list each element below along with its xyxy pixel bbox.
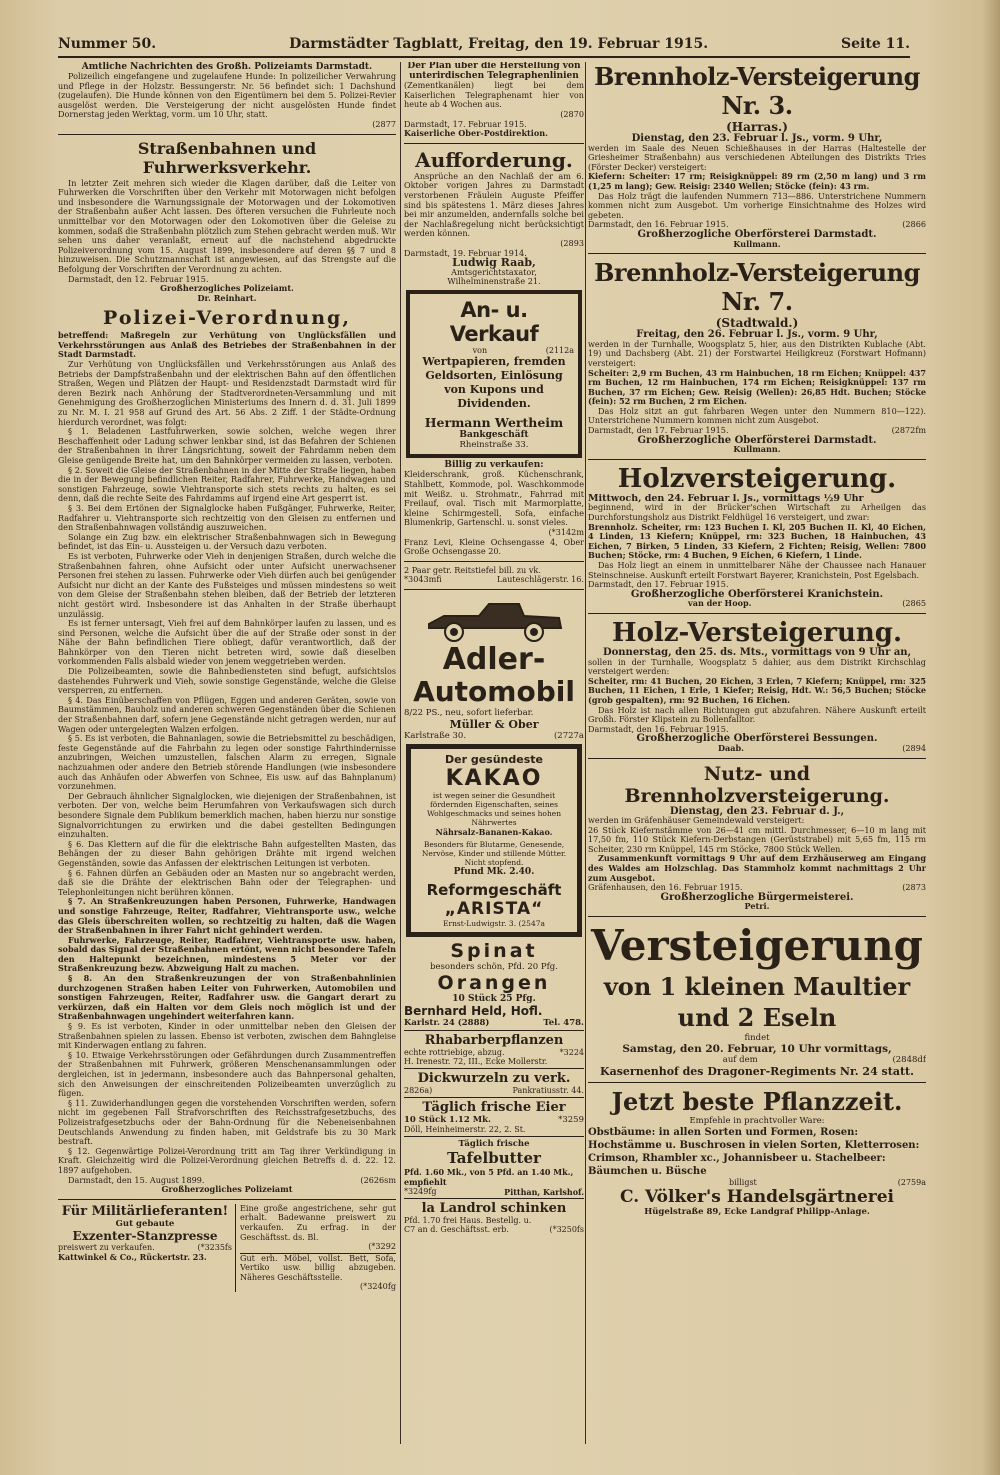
divider xyxy=(58,134,396,135)
divider xyxy=(404,1198,584,1199)
hv-body: Mittwoch, den 24. Februar l. Js., vormittags ½9 Uhr beginnend, wird in der Brücker'schen Wirtschaft zu Arheilgen das Durchforstungsholz aus Distrikt Feldhügel 16 versteigert, und zwar: Brennholz. Scheiter, rm: 123 Buchen I. Kl, 205 Buchen II. Kl, 40 Eichen, 4 Linden, 13 Kiefern; Knüppel, rm: 323 Buchen, 18 Hainbuchen, 43 Eichen, 7 Birken, 5 Linden, 33 Kiefern, 2 Fichten; Reisig, Wellen: 7800 Buchen; Stöcke, rm: 4 Buchen, 9 Eichen, 6 Kiefern, 1 Linde. Das Holz liegt an einem in unmittelbarer Nähe der Chaussee nach Hanauer Steinschneise. Auskunft erteilt Forstwart Bayerer, Kranichstein, Post Egelsbach. Darmstadt, den 17. Februar 1915. Großherzogliche Oberförsterei Kranichstein. van der Hoop. (2865 xyxy=(588,492,926,609)
issue-number: Nummer 50. xyxy=(58,36,157,52)
nb-body: Dienstag, den 23. Februar d. J., werden im Gräfenhäuser Gemeindewald versteigert: 26 Stück Kiefernstämme von 26—41 cm mittl. Durchmesser, 6—10 m lang mit 17,50 fm, 110 Stück Kiefern-Derbstangen (Gerüststrabel) mit 5,65 fm, 115 rm Scheiter, 230 rm Knüppel, 145 rm Stöcke, 7800 Stück Wellen. Zusammenkunft vormittags 9 Uhr auf dem Erzhäuserweg am Eingang des Waldes am Holzschlag. Das Stammholz kommt nachmittags 2 Uhr zum Ausgebot. Gräfenhausen, den 16. Februar 1915. (2873 Großherzogliche Bürgermeisterei. Petri. xyxy=(588,805,926,912)
divider xyxy=(404,561,584,562)
verordnung-title: Polizei-Verordnung, xyxy=(103,307,351,330)
divider xyxy=(588,459,926,460)
plan-notice: Der Plan über die Herstellung von unterirdischen Telegraphenlinien (Zementkanälen) liegt bei dem Kaiserlichen Telegraphenamt hier von heute ab 4 Wochen aus. (2870 Darmstadt, 17. Februar 1915. Kaiserliche Ober-Postdirektion. xyxy=(404,62,584,139)
divider xyxy=(588,758,926,759)
b3-title: Brennholz-Versteigerung Nr. 3. xyxy=(594,62,920,120)
notice-body: Polizeilich eingefangene und zugelaufene Hunde: In polizeilicher Verwahrung und Pflege in der Holzstr. Bessungerstr. Nr. 56 befindet sich: 1 Dachshund (zugelaufen). Die Hunde können von den Eigentümern bei dem 5. Polizei-Revier ausgelöst werden. Die Versteigerung der nicht ausgelösten Hunde findet Dornerstag jeden Werktag, vorm. um 10 Uhr, statt. (2877 xyxy=(58,71,396,129)
mil-ad: Für Militärlieferanten! Gut gebaute Exzenter-Stanzpresse preiswert zu verkaufen. (*3235fs Kattwinkel & Co., Rückertstr. 23. xyxy=(58,1204,236,1292)
automobile-icon xyxy=(419,594,569,644)
verkauf-ad: An- u. Verkauf von (2112a Wertpapieren, fremden Geldsorten, Einlösung von Kupons und Dividenden. Hermann Wertheim Bankgeschäft Rheinstraße 33. xyxy=(406,290,582,458)
hv-title: Holzversteigerung. xyxy=(617,463,897,494)
divider xyxy=(404,589,584,590)
pf-title: Jetzt beste Pflanzzeit. xyxy=(611,1087,903,1117)
divider xyxy=(58,1199,396,1200)
column-rule xyxy=(400,62,401,1444)
side-ads: Eine große angestrichene, sehr gut erhalt. Badewanne preiswert zu verkaufen. Zu erfrag. in der Geschäftsst. ds. Bl. (*3292 Gut erh. Möbel, vollst. Bett, Sofa, Vertiko usw. billig abzugeben. Näheres Geschäftsstelle. (*3240fg xyxy=(240,1202,396,1292)
adler-ad: Adler- Automobil 8/22 PS., neu, sofort lieferbar. Müller & Ober Karlstraße 30. (2727a xyxy=(404,594,584,741)
orangen-title: Orangen xyxy=(437,972,551,994)
kakao-ad: Der gesündeste KAKAO ist wegen seiner die Gesundheit fördernden Eigenschaften, seines Wohlgeschmacks und seines hohen Nährwertes Nährsalz-Bananen-Kakao. Besonders für Blutarme, Genesende, Nervöse, Kinder und stillende Mütter. Nicht stopfend. Pfund Mk. 2.40. Reformgeschäft „ARISTA“ Ernst-Ludwigstr. 3. (2547a xyxy=(406,744,582,937)
divider xyxy=(404,143,584,144)
hvs-title: Holz-Versteigerung. xyxy=(612,617,902,648)
paar-ad: 2 Paar getr. Reitstiefel bill. zu vk. *3043mfi Lauteschlägerstr. 16. xyxy=(404,564,584,585)
newspaper-title: Darmstädter Tagblatt, Freitag, den 19. Februar 1915. xyxy=(289,36,709,52)
divider xyxy=(588,1082,926,1083)
page-header xyxy=(58,36,910,58)
divider xyxy=(404,1068,584,1069)
divider xyxy=(404,1136,584,1137)
column-middle: Der Plan über die Herstellung von unterirdischen Telegraphenlinien (Zementkanälen) liegt bei dem Kaiserlichen Telegraphenamt hier von heute ab 4 Wochen aus. (2870 Darmstadt, 17. Februar 1915. Kaiserliche Ober-Postdirektion. Aufforderung. Ansprüche an den Nachlaß der am 6. Oktober vorigen Jahres zu Darmstadt verstorbenen Fräulein Auguste Pfeiffer sind bis spätestens 1. März dieses Jahres bei mir anzumelden, andernfalls solche bei der Nachlaßregelung nicht berücksichtigt werden können. (2893 Darmstadt, 19. Februar 1914. Ludwig Raab, Amtsgerichtstaxator, Wilhelminenstraße 21. An- u. Verkauf von (2112a Wertpapieren, fremden Geldsorten, Einlösung von Kupons und Dividenden. Hermann Wertheim Bankgeschäft Rheinstraße 33. Billig zu verkaufen: Kleiderschrank, groß. Küchenschrank, Stahlbett, Kommode, pol. Waschkommode mit Weißz. u. Strohmatr., Fahrrad mit Freilauf, oval. Tisch mit Marmorplatte, kleine Schirmgestell, Sofa, einfache Blumenkrip, Gartenschl. u. sonst vieles. (*3142m Franz Levi, Kleine Ochsengasse 4, Ober Große Ochsengasse 20. 2 Paar getr. Reitstiefel bill. zu vk. *3043mfi Lauteschlägerstr. 16. Adler- Automobil 8/22 PS., neu, sofort lieferbar. Müller & Ober Karlstraße 30. (2727a Der gesündeste KAKAO ist wegen seiner die Gesundheit fördernden Eigenschaften, seines Wohlgeschmacks und seines hohen Nährwertes Nährsalz-Bananen-Kakao. Besonders für Blutarme, Genesende, Nervöse, Kinder und stillende Mütter. Nicht stopfend. Pfund Mk. 2.40. Reformgeschäft „ARISTA“ Ernst-Ludwigstr. 3. (2547a Spinat besonders schön, Pfd. 20 Pfg. Orangen 10 Stück 25 Pfg. Bernhard Held, Hofl. Karlstr. 24 (2888) Tel. 478. Rhabarberpflanzen echte rottriebige, abzug. *3224 H. Irenestr. 72, III., Ecke Mollerstr. Dickwurzeln zu verk. 2826a) Pankratiusstr. 44. Täglich frische Eier 10 Stück 1.12 Mk. *3259 Döll, Heinheimerstr. 22, 2. St. Täglich frische Tafelbutter Pfd. 1.60 Mk., von 5 Pfd. an 1.40 Mk., empfiehlt *3249fg Pitthan, Karlshof. la Landrol schinken Pfd. 1.70 frei Haus. Bestellg. u. C7 an d. Geschäftsst. erb. (*3250fs xyxy=(404,62,584,1234)
notice-title: Amtliche Nachrichten des Großh. Polizeiamts Darmstadt. xyxy=(81,62,373,72)
verordnung-body: betreffend: Maßregeln zur Verhütung von Unglücksfällen und Verkehrsstörungen aus Anlaß des Betriebes der Straßenbahnen in der Stadt Darmstadt. Zur Verhütung von Unglücksfällen und Verkehrsstörungen aus Anlaß des Betriebs der Dampfstraßenbahn und der elektrischen Bahn auf den öffentlichen Straßen, Wegen und Plätzen der Haupt- und Residenzstadt Darmstadt wird für deren Bezirk nach Anhörung der Stadtverordneten-Versammlung und mit Genehmigung des Großherzoglichen Ministeriums des Innern d. d. 31. Juli 1899 zu Nr. M. I. 21 958 auf Grund des Art. 56 Abs. 2 Ziff. 1 der Städte-Ordnung hierdurch verordnet, was folgt: § 1. Beladenen Lastfuhrwerken, sowie solchen, welche wegen ihrer Beschaffenheit oder Ladung schwer lenkbar sind, ist das Befahren der Schienen der Straßenbahnen in ihrer Längsrichtung, soweit der Fahrdamm neben dem Gleise genügende Breite hat, um den Bahnkörper vermeiden zu lassen, verboten. § 2. Soweit die Gleise der Straßenbahnen in der Mitte der Straße liegen, haben die in der Bewegung befindlichen Reiter, Radfahrer, Fuhrwerke, Handwagen und sonstigen Fahrzeuge, sowie Viehtransporte sich stets rechts zu halten, es sei denn, daß die rechte Seite des Fahrdamms auf irgend eine Art gesperrt ist. § 3. Bei dem Ertönen der Signalglocke haben Fußgänger, Fuhrwerke, Reiter, Radfahrer u. Viehtransporte sich rechtzeitig von den Gleisen zu entfernen und den Straßenbahnwagen vollständig auszuweichen. Solange ein Zug bzw. ein elektrischer Straßenbahnwagen sich in Bewegung befindet, ist das Ein- u. Aussteigen u. der Versuch dazu verboten. Es ist verboten, Fuhrwerke oder Vieh in denjenigen Straßen, durch welche die Straßenbahnen fahren, ohne Aufsicht oder unter Aufsicht unerwachsener Personen frei stehen zu lassen. Fuhrwerke oder Vieh dürfen auch bei genügender Aufsicht nur dicht an der Kante des Fußsteiges und müssen mindestens so weit von dem Gleise der Straßenbahn stehen bleiben, daß der Betrieb der letzteren nicht gestört wird. Insbesondere ist das Anhalten in der Straße überhaupt unzulässig. Es ist ferner untersagt, Vieh frei auf dem Bahnkörper laufen zu lassen, und es sind Personen, welche die Aufsicht über die auf der Straße oder sonst in der Nähe der Bahn befindlichen Tiere obliegt, dafür verantwortlich, daß der Bahnkörper von den Tieren nicht betreten wird, sowie daß dieselben vorkommenden Falls alsbald wieder von jenem weggetrieben werden. Die Polizeibeamten, sowie die Bahnbediensteten sind befugt, aufsichtslos dastehendes Fuhrwerk und Vieh, sowie sonstige Gegenstände, welche die Gleise versperren, zu entfernen. § 4. Das Einüberschaffen von Pflügen, Eggen und anderen Geräten, sowie von Baumstämmen, Bauholz und anderen schweren Gegenständen über die Schienen der Straßenbahnen darf, sofern jene Gegenstände nicht getragen werden, nur auf Wagen oder untergelegten Walzen erfolgen. § 5. Es ist verboten, die Bahnanlagen, sowie die Betriebsmittel zu beschädigen, feste Gegenstände auf die Fahrbahn zu legen oder sonstige Fahrthindernisse anzubringen, Weichen umzustellen, falschen Alarm zu erregen, Signale nachzuahmen oder andere den Betrieb störende Handlungen (wie insbesondere auch das Anhäufen oder Abwerfen von Schnee, Eis usw. auf das Bahnplanum) vorzunehmen. Der Gebrauch ähnlicher Signalglocken, wie diejenigen der Straßenbahnen, ist verboten. Der von, welche beim Herumfahren von Verkaufswagen sich durch besondere Signale dem Publikum bemerklich machen, haben hierzu nur sonstige Signalvorrichtungen zu erwirken und die dabei gestellten Bedingungen einzuhalten. § 6. Das Klettern auf die für die elektrische Bahn aufgestellten Masten, das Behängen der zu dieser Bahn gehörigen Drähte mit irgend welchen Gegenständen, sowie das Anfassen der elektrischen Leitungen ist verboten. § 6. Fahnen dürfen an Gebäuden oder an Masten nur so angebracht werden, daß sie die Drähte der elektrischen Bahn oder der Telegraphen- und Telephonleitungen nicht berühren können. § 7. An Straßenkreuzungen haben Personen, Fuhrwerke, Handwagen und sonstige Fahrzeuge, Reiter, Radfahrer, Viehtransporte usw., welche das Gleis überschreiten wollen, so rechtzeitig zu halten, daß die Wagen der Straßenbahnen in ihrer Fahrt nicht gehindert werden. Fuhrwerke, Fahrzeuge, Reiter, Radfahrer, Viehtransporte usw. haben, sobald das Signal der Straßenbahnen ertönt, wenn nicht besondere Tafeln den Haltepunkt bezeichnen, mindestens 5 Meter vor der Straßenkreuzung bezw. Abzweigung Halt zu machen. § 8. An den Straßenkreuzungen der von Straßenbahnlinien durchzogenen Straßen haben Leiter von Fuhrwerken, Automobilen und sonstigen Fahrzeugen, Reiter, Radfahrer usw. die Gangart derart zu verkürzen, daß ein Halten vor dem Gleis noch möglich ist und der Straßenbahnwagen ungehindert weiterfahren kann. § 9. Es ist verboten, Kinder in oder unmittelbar neben den Gleisen der Straßenbahnen spielen zu lassen. Ebenso ist verboten, zwischen dem Bahngleise mit Kinderwagen entlang zu fahren. § 10. Etwaige Verkehrsstörungen oder Gefährdungen durch Zusammentreffen der Straßenbahnen mit Fuhrwerk, größeren Menschenansammlungen oder dergleichen, ist in jedermann, insbesondere auch das Bahnpersonal gehalten, sich den Anweisungen der einschreitenden Polizeibeamten unverzüglich zu fügen. § 11. Zuwiderhandlungen gegen die vorstehenden Vorschriften werden, sofern nicht im gegebenen Fall Strafvorschriften des Reichsstrafgesetzbuchs, des Polizeistrafgesetzbuchs oder der Bahn-Ordnung für die Nebeneisenbahnen Deutschlands Anwendung zu finden haben, mit Geldstrafe bis zu 30 Mark bestraft. § 12. Gegenwärtige Polizei-Verordnung tritt am Tag ihrer Verkündigung in Kraft. Gleichzeitig wird die Polizei-Verordnung gleichen Betreffs d. d. 22. 12. 1897 aufgehoben. Darmstadt, den 15. August 1899. (2626sm Großherzogliches Polizeiamt xyxy=(58,330,396,1195)
bottom-ads xyxy=(58,1204,396,1292)
vs-title: Versteigerung xyxy=(591,921,923,971)
divider xyxy=(588,613,926,614)
billig-ad: Billig zu verkaufen: Kleiderschrank, groß. Küchenschrank, Stahlbett, Kommode, pol. Waschkommode mit Weißz. u. Strohmatr., Fahrrad mit Freilauf, oval. Tisch mit Marmorplatte, kleine Schirmgestell, Sofa, einfache Blumenkrip, Gartenschl. u. sonst vieles. (*3142m Franz Levi, Kleine Ochsengasse 4, Ober Große Ochsengasse 20. xyxy=(404,459,584,557)
divider xyxy=(404,1030,584,1031)
column-rule xyxy=(585,62,586,1444)
page-number: Seite 11. xyxy=(841,36,910,52)
b7-title: Brennholz-Versteigerung Nr. 7. xyxy=(594,258,920,317)
strassen-title: Straßenbahnen und Fuhrwerksverkehr. xyxy=(137,138,317,177)
hvs-body: Donnerstag, den 25. ds. Mts., vormittags von 9 Uhr an, sollen in der Turnhalle, Woogsplatz 5 dahier, aus dem Distrikt Kirchschlag versteigert werden: Scheiter, rm: 41 Buchen, 20 Eichen, 3 Erlen, 7 Kiefern; Knüppel, rm: 325 Buchen, 11 Eichen, 1 Erle, 1 Kiefer; Reisig, Hdt. W.: 56,5 Buchen; Stöcke (grob gespalten), rm: 92 Buchen, 16 Eichen. Das Holz ist nach allen Richtungen gut abzufahren. Nähere Auskunft erteilt Großh. Förster Klipstein zu Bollenfalltor. Darmstadt, den 16. Februar 1915. Großherzogliche Oberförsterei Bessungen. Daab. (2894 xyxy=(588,646,926,753)
nb-title: Nutz- und Brennholzversteigerung. xyxy=(624,762,890,807)
divider xyxy=(588,916,926,917)
spinat-title: Spinat xyxy=(450,940,538,962)
column-right: Brennholz-Versteigerung Nr. 3. (Harras.) Dienstag, den 23. Februar l. Js., vorm. 9 Uhr, werden im Saale des Neuen Schießhauses in der Harras (Haltestelle der Griesheimer Straßenbahn) aus verschiedenen Abteilungen des Distrikts Tries (Förster Decker) versteigert: Kiefern: Scheiter: 17 rm; Reisigknüppel: 89 rm (2,50 m lang) und 3 rm (1,25 m lang); Gew. Reisig: 2340 Wellen; Stöcke (fein): 43 rm. Das Holz trägt die laufenden Nummern 713—886. Unterstrichene Nummern kommen nicht zum Ausgebot. Um vorherige Einsichtnahme des Holzes wird gebeten. Darmstadt, den 16. Februar 1915. (2866 Großherzogliche Oberförsterei Darmstadt. Kullmann. Brennholz-Versteigerung Nr. 7. (Stadtwald.) Freitag, den 26. Februar l. Js., vorm. 9 Uhr, werden in der Turnhalle, Woogsplatz 5, hier, aus den Distrikten Kublache (Abt. 19) und Dachsberg (Abt. 21) der Forstwartei Heiligkreuz (Forstwart Hofmann) versteigert: Scheiter: 2,9 rm Buchen, 43 rm Hainbuchen, 18 rm Eichen; Knüppel: 437 rm Buchen, 12 rm Hainbuchen, 174 rm Eichen; Reisigknüppel: 137 rm Buchen, 37 rm Eichen; Gew. Reisig (Wellen): 26,85 Hdt. Buchen; Stöcke (fein): 52 rm Buchen, 2 rm Eichen. Das Holz sitzt an gut fahrbaren Wegen unter den Nummern 810—122). Unterstrichene Nummern kommen nicht zum Ausgebot. Darmstadt, den 17. Februar 1915. (2872fm Großherzogliche Oberförsterei Darmstadt. Kullmann. Holzversteigerung. Mittwoch, den 24. Februar l. Js., vormittags ½9 Uhr beginnend, wird in der Brücker'schen Wirtschaft zu Arheilgen das Durchforstungsholz aus Distrikt Feldhügel 16 versteigert, und zwar: Brennholz. Scheiter, rm: 123 Buchen I. Kl, 205 Buchen II. Kl, 40 Eichen, 4 Linden, 13 Kiefern; Knüppel, rm: 323 Buchen, 18 Hainbuchen, 43 Eichen, 7 Birken, 5 Linden, 33 Kiefern, 2 Fichten; Reisig, Wellen: 7800 Buchen; Stöcke, rm: 4 Buchen, 9 Eichen, 6 Kiefern, 1 Linde. Das Holz liegt an einem in unmittelbarer Nähe der Chaussee nach Hanauer Steinschneise. Auskunft erteilt Forstwart Bayerer, Kranichstein, Post Egelsbach. Darmstadt, den 17. Februar 1915. Großherzogliche Oberförsterei Kranichstein. van der Hoop. (2865 Holz-Versteigerung. Donnerstag, den 25. ds. Mts., vormittags von 9 Uhr an, sollen in der Turnhalle, Woogsplatz 5 dahier, aus dem Distrikt Kirchschlag versteigert werden: Scheiter, rm: 41 Buchen, 20 Eichen, 3 Erlen, 7 Kiefern; Knüppel, rm: 325 Buchen, 11 Eichen, 1 Erle, 1 Kiefer; Reisig, Hdt. W.: 56,5 Buchen; Stöcke (grob gespalten), rm: 92 Buchen, 16 Eichen. Das Holz ist nach allen Richtungen gut abzufahren. Nähere Auskunft erteilt Großh. Förster Klipstein zu Bollenfalltor. Darmstadt, den 16. Februar 1915. Großherzogliche Oberförsterei Bessungen. Daab. (2894 Nutz- und Brennholzversteigerung. Dienstag, den 23. Februar d. J., werden im Gräfenhäuser Gemeindewald versteigert: 26 Stück Kiefernstämme von 26—41 cm mittl. Durchmesser, 6—10 m lang mit 17,50 fm, 110 Stück Kiefern-Derbstangen (Gerüststrabel) mit 5,65 fm, 115 rm Scheiter, 230 rm Knüppel, 145 rm Stöcke, 7800 Stück Wellen. Zusammenkunft vormittags 9 Uhr auf dem Erzhäuserweg am Eingang des Waldes am Holzschlag. Das Stammholz kommt nachmittags 2 Uhr zum Ausgebot. Gräfenhausen, den 16. Februar 1915. (2873 Großherzogliche Bürgermeisterei. Petri. Versteigerung von 1 kleinen Maultier und 2 Eseln findet Samstag, den 20. Februar, 10 Uhr vormittags, auf dem (2848df Kasernenhof des Dragoner-Regiments Nr. 24 statt. Jetzt beste Pflanzzeit. Empfehle in prachtvoller Ware: Obstbäume: in allen Sorten und Formen, Rosen: Hochstämme u. Buschrosen in vielen Sorten, Kletterrosen: Crimson, Rhambler xc., Johannisbeer u. Stachelbeer: Bäumchen u. Büsche billigst (2759a C. Völker's Handelsgärtnerei Hügelstraße 89, Ecke Landgraf Philipp-Anlage. xyxy=(588,62,926,1218)
divider xyxy=(588,253,926,254)
divider xyxy=(404,1097,584,1098)
auff-body: Ansprüche an den Nachlaß der am 6. Oktober vorigen Jahres zu Darmstadt verstorbenen Fräulein Auguste Pfeiffer sind bis spätestens 1. März dieses Jahres bei mir anzumelden, andernfalls solche bei der Nachlaßregelung nicht berücksichtigt werden können. (2893 Darmstadt, 19. Februar 1914. Ludwig Raab, Amtsgerichtstaxator, Wilhelminenstraße 21. xyxy=(404,170,584,287)
auff-title: Aufforderung. xyxy=(415,147,573,172)
column-left xyxy=(58,62,396,1444)
strassen-body: In letzter Zeit mehren sich wieder die Klagen darüber, daß die Leiter von Fuhrwerken die Vorschriften über den Verkehr mit Motorwagen nicht befolgen und insbesondere die Warnungssignale der Motorwagen und der Lokomotiven der Straßenbahn außer Acht lassen. Des öfteren versuchen die Fuhrleute noch unmittelbar vor den Motorwagen oder den Lokomotiven über die Geleise zu kommen, sodaß die Straßenbahn plötzlich zum Stehen gebracht werden muß. Wir sehen uns daher veranlaßt, erneut auf die nachstehend abgedruckte Polizeiverordnung vom 15. August 1899, insbesondere auf deren §§ 7 und 8 hinzuweisen. Die Schutzmannschaft ist angewiesen, auf das Strengste auf die Befolgung der Vorschriften der Verordnung zu achten. Darmstadt, den 12. Februar 1915. Großherzogliches Polizeiamt. Dr. Reinhart. xyxy=(58,177,396,303)
b3-body: Dienstag, den 23. Februar l. Js., vorm. 9 Uhr, werden im Saale des Neuen Schießhauses in der Harras (Haltestelle der Griesheimer Straßenbahn) aus verschiedenen Abteilungen des Distrikts Tries (Förster Decker) versteigert: Kiefern: Scheiter: 17 rm; Reisigknüppel: 89 rm (2,50 m lang) und 3 rm (1,25 m lang); Gew. Reisig: 2340 Wellen; Stöcke (fein): 43 rm. Das Holz trägt die laufenden Nummern 713—886. Unterstrichene Nummern kommen nicht zum Ausgebot. Um vorherige Einsichtnahme des Holzes wird gebeten. Darmstadt, den 16. Februar 1915. (2866 Großherzogliche Oberförsterei Darmstadt. Kullmann. xyxy=(588,133,926,249)
b7-body: Freitag, den 26. Februar l. Js., vorm. 9 Uhr, werden in der Turnhalle, Woogsplatz 5, hier, aus den Distrikten Kublache (Abt. 19) und Dachsberg (Abt. 21) der Forstwartei Heiligkreuz (Forstwart Hofmann) versteigert: Scheiter: 2,9 rm Buchen, 43 rm Hainbuchen, 18 rm Eichen; Knüppel: 437 rm Buchen, 12 rm Hainbuchen, 174 rm Eichen; Reisigknüppel: 137 rm Buchen, 37 rm Eichen; Gew. Reisig (Wellen): 26,85 Hdt. Buchen; Stöcke (fein): 52 rm Buchen, 2 rm Eichen. Das Holz sitzt an gut fahrbaren Wegen unter den Nummern 810—122). Unterstrichene Nummern kommen nicht zum Ausgebot. Darmstadt, den 17. Februar 1915. (2872fm Großherzogliche Oberförsterei Darmstadt. Kullmann. xyxy=(588,329,926,455)
